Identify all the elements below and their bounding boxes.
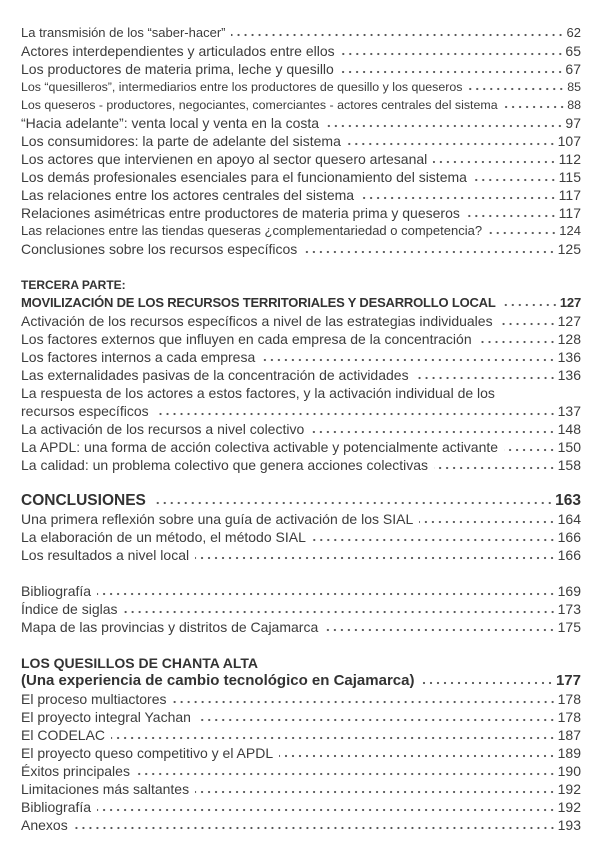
dot-leader — [415, 370, 556, 380]
table-of-contents — [21, 24, 581, 852]
page-number: 137 — [557, 403, 581, 419]
entry-title: (Una experiencia de cambio tecnológico en Cajamarca) — [21, 672, 415, 689]
dot-leader — [325, 118, 563, 128]
entry-title: Conclusiones sobre los recursos específicos — [21, 241, 298, 257]
toc-section — [21, 24, 581, 258]
toc-entry[interactable] — [21, 546, 581, 564]
toc-entry[interactable] — [21, 78, 581, 96]
page-number: 166 — [557, 529, 581, 545]
toc-entry[interactable] — [21, 186, 581, 204]
toc-entry[interactable] — [21, 618, 581, 636]
dot-leader — [473, 172, 557, 182]
entry-title: El proyecto queso competitivo y el APDL — [21, 745, 274, 761]
entry-title: Las relaciones entre las tiendas queseras ¿complementariedad o competencia? — [21, 223, 483, 238]
toc-entry[interactable] — [21, 24, 581, 42]
entry-title: Actores interdependientes y articulados entre ellos — [21, 43, 335, 59]
page-number: 127 — [557, 313, 581, 329]
dot-leader — [341, 46, 564, 56]
entry-title: Los resultados a nivel local — [21, 547, 190, 563]
toc-entry[interactable] — [21, 240, 581, 258]
toc-entry[interactable] — [21, 528, 581, 546]
toc-section — [21, 276, 581, 474]
page-number: 97 — [565, 115, 581, 131]
entry-title: LOS QUESILLOS DE CHANTA ALTA — [21, 655, 258, 671]
entry-title: Mapa de las provincias y distritos de Cajamarca — [21, 619, 319, 635]
dot-leader — [303, 244, 555, 254]
page-number: 173 — [557, 601, 581, 617]
toc-section — [21, 582, 581, 636]
dot-leader — [466, 208, 557, 218]
dot-leader — [340, 64, 564, 74]
entry-title: Los consumidores: la parte de adelante del sistema — [21, 133, 341, 149]
dot-leader — [310, 424, 555, 434]
page-number: 193 — [557, 817, 581, 833]
dot-leader — [152, 495, 553, 505]
entry-title: La elaboración de un método, el método SIAL — [21, 529, 306, 545]
dot-leader — [420, 675, 554, 685]
entry-title: “Hacia adelante”: venta local y venta en la costa — [21, 115, 320, 131]
entry-title: Limitaciones más saltantes — [21, 781, 190, 797]
page-number: 175 — [557, 619, 581, 635]
page-number: 158 — [557, 457, 581, 473]
entry-title: El proceso multiactores — [21, 691, 167, 707]
entry-title: Los productores de materia prima, leche y quesillo — [21, 61, 334, 77]
entry-title: CONCLUSIONES — [21, 492, 146, 509]
toc-entry[interactable] — [21, 312, 581, 330]
entry-title: Los actores que intervienen en apoyo al sector quesero artesanal — [21, 151, 428, 167]
toc-entry[interactable] — [21, 708, 581, 726]
entry-title: El CODELAC — [21, 727, 106, 743]
toc-entry[interactable] — [21, 600, 581, 618]
toc-entry[interactable] — [21, 42, 581, 60]
page-number: 148 — [557, 421, 581, 437]
entry-title: La APDL: una forma de acción colectiva activable y potencialmente activante — [21, 439, 499, 455]
toc-entry[interactable] — [21, 798, 581, 816]
toc-entry[interactable] — [21, 222, 581, 240]
entry-title: La calidad: un problema colectivo que genera acciones colectivas — [21, 457, 429, 473]
page-number: 117 — [558, 187, 581, 203]
entry-title: recursos específicos — [21, 403, 149, 419]
dot-leader — [155, 406, 556, 416]
entry-title: Éxitos principales — [21, 763, 130, 779]
toc-entry[interactable] — [21, 816, 581, 834]
toc-entry[interactable] — [21, 420, 581, 438]
dot-leader — [197, 712, 556, 722]
dot-leader — [434, 460, 556, 470]
dot-leader — [488, 225, 557, 235]
toc-heading[interactable] — [21, 654, 581, 672]
toc-section — [21, 654, 581, 834]
dot-leader — [324, 622, 555, 632]
toc-entry[interactable] — [21, 384, 581, 402]
dot-leader — [433, 154, 556, 164]
page-number: 67 — [565, 61, 581, 77]
dot-leader — [504, 442, 556, 452]
toc-entry[interactable] — [21, 204, 581, 222]
entry-title: Índice de siglas — [21, 601, 118, 617]
toc-heading[interactable] — [21, 276, 581, 294]
entry-title: Las relaciones entre los actores centrales del sistema — [21, 187, 355, 203]
page-number: 62 — [566, 25, 581, 40]
toc-entry[interactable] — [21, 762, 581, 780]
entry-title: MOVILIZACIÓN DE LOS RECURSOS TERRITORIALES Y DESARROLLO LOCAL — [21, 295, 496, 310]
page-number: 192 — [557, 799, 581, 815]
toc-entry[interactable] — [21, 150, 581, 168]
dot-leader — [74, 820, 556, 830]
dot-leader — [347, 136, 556, 146]
dot-leader — [261, 352, 555, 362]
toc-entry[interactable] — [21, 366, 581, 384]
dot-leader — [279, 748, 556, 758]
entry-title: Una primera reflexión sobre una guía de activación de los SIAL — [21, 511, 414, 527]
page-number: 115 — [558, 169, 581, 185]
page-number: 166 — [557, 547, 581, 563]
toc-entry[interactable] — [21, 726, 581, 744]
toc-section — [21, 492, 581, 564]
dot-leader — [124, 604, 556, 614]
toc-heading[interactable] — [21, 672, 581, 690]
entry-title: Anexos — [21, 817, 68, 833]
entry-title: Los demás profesionales esenciales para el funcionamiento del sistema — [21, 169, 467, 185]
toc-entry[interactable] — [21, 132, 581, 150]
toc-entry[interactable] — [21, 438, 581, 456]
page-number: 177 — [555, 672, 581, 689]
entry-title: Relaciones asimétricas entre productores de materia prima y queseros — [21, 205, 460, 221]
entry-title: Bibliografía — [21, 799, 92, 815]
page-number: 189 — [557, 745, 581, 761]
page-number: 88 — [567, 98, 581, 112]
entry-title: Las externalidades pasivas de la concentración de actividades — [21, 367, 409, 383]
entry-title: La activación de los recursos a nivel colectivo — [21, 421, 305, 437]
page-number: 125 — [557, 241, 581, 257]
dot-leader — [111, 730, 556, 740]
dot-leader — [502, 297, 558, 307]
dot-leader — [195, 550, 556, 560]
page-number: 163 — [555, 492, 581, 509]
dot-leader — [173, 694, 556, 704]
page-number: 178 — [557, 709, 581, 725]
toc-entry[interactable] — [21, 96, 581, 114]
page-number: 65 — [565, 43, 581, 59]
entry-title: Activación de los recursos específicos a nivel de las estrategias individuales — [21, 313, 493, 329]
toc-entry[interactable] — [21, 402, 581, 420]
page-number: 136 — [557, 367, 581, 383]
page-number: 124 — [559, 223, 581, 238]
page-number: 187 — [557, 727, 581, 743]
dot-leader — [478, 334, 556, 344]
entry-title: La transmisión de los “saber-hacer” — [21, 25, 226, 40]
entry-title: Los “quesilleros”, intermediarios entre los productores de quesillo y los queseros — [21, 80, 463, 94]
dot-leader — [504, 99, 566, 109]
entry-title: Los factores externos que influyen en cada empresa de la concentración — [21, 331, 472, 347]
page-number: 178 — [557, 691, 581, 707]
entry-title: Bibliografía — [21, 583, 92, 599]
toc-entry[interactable] — [21, 456, 581, 474]
dot-leader — [97, 586, 556, 596]
toc-entry[interactable] — [21, 582, 581, 600]
entry-title: Los factores internos a cada empresa — [21, 349, 256, 365]
entry-title: El proyecto integral Yachan — [21, 709, 191, 725]
toc-entry[interactable] — [21, 114, 581, 132]
page-number: 136 — [557, 349, 581, 365]
entry-title: TERCERA PARTE: — [21, 278, 126, 292]
dot-leader — [360, 190, 557, 200]
dot-leader — [136, 766, 556, 776]
dot-leader — [231, 27, 564, 37]
toc-entry[interactable] — [21, 690, 581, 708]
toc-entry[interactable] — [21, 60, 581, 78]
dot-leader — [312, 532, 556, 542]
dot-leader — [468, 81, 565, 91]
toc-entry[interactable] — [21, 744, 581, 762]
entry-title: Los queseros - productores, negociantes, comerciantes - actores centrales del sistema — [21, 98, 498, 112]
page-number: 112 — [558, 151, 581, 167]
page-number: 127 — [559, 295, 581, 310]
page-number: 164 — [557, 511, 581, 527]
toc-entry[interactable] — [21, 330, 581, 348]
toc-heading[interactable] — [21, 294, 581, 312]
page-number: 169 — [557, 583, 581, 599]
page-number: 192 — [557, 781, 581, 797]
page-number: 190 — [557, 763, 581, 779]
page-number: 107 — [557, 133, 581, 149]
page-number: 85 — [567, 80, 581, 94]
page-number: 117 — [558, 205, 581, 221]
toc-entry[interactable] — [21, 510, 581, 528]
toc-entry[interactable] — [21, 348, 581, 366]
toc-entry[interactable] — [21, 168, 581, 186]
entry-title: La respuesta de los actores a estos factores, y la activación individual de los — [21, 385, 495, 401]
toc-heading[interactable] — [21, 492, 581, 510]
toc-entry[interactable] — [21, 780, 581, 798]
page-number: 128 — [557, 331, 581, 347]
dot-leader — [97, 802, 556, 812]
dot-leader — [499, 316, 556, 326]
dot-leader — [195, 784, 556, 794]
page-number: 150 — [557, 439, 581, 455]
dot-leader — [419, 514, 555, 524]
